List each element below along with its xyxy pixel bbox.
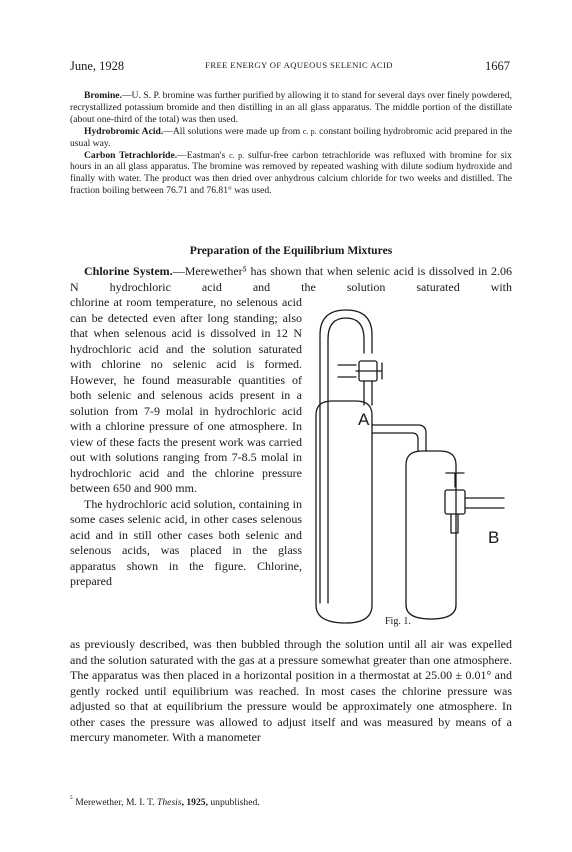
stopcock-b-barrel [445,490,465,514]
stopcock-b-side-tube [465,498,504,508]
apparatus-drawing [308,305,518,635]
bromine-label: Bromine. [84,90,122,101]
vessel-a-outline [316,401,372,623]
header-running-title: FREE ENERGY OF AQUEOUS SELENIC ACID [205,60,393,70]
narrow-column [70,295,302,590]
apparatus-paragraph-end: as previously described, was then bubbled through the solution until all air was expelled and the solution saturated with the gas at a pressure somewhat greater than one atmosphere. The apparatus was then placed in a horizontal position in a thermostat at 25.00 ± 0.01° and gently rocked until equilibrium was reached. In most cases the chlorine pressure was adjusted so that at equilibrium the pressure would be approximately one atmosphere. In other cases the pressure was allowed to adjust itself and was measured by means of a mercury manometer. With a manometer [70,637,512,744]
body-bottom-paragraph [70,637,512,746]
apparatus-paragraph-start: The hydrochloric acid solution, containing in some cases selenic acid, in other cases selenous acid and in still other cases both selenic and selenous acids, was placed in the glass apparatus shown in the figure. Chlorine, prepared [70,496,302,588]
chlorine-paragraph-narrow: chlorine at room temperature, no selenous acid can be detected even after long standing; also that when selenous acid is dissolved in 12 N hydrochloric acid and the solution saturated with chlorine no selenic acid is formed. However, he found measurable quantities of both selenic and selenous acids present in a solution from 7-9 molal in hydrochloric acid with a chlorine pressure of one atmosphere. In view of these facts the present work was carried out with solutions ranging from 7-8.5 molal in hydrochloric acid and the chlorine pressure between 650 and 900 mm. [70,295,302,495]
hbr-cp: c. p. [302,126,317,136]
section-title: Preparation of the Equilibrium Mixtures [189,244,393,257]
chlorine-text-top: —Merewether⁵ has shown that when selenic acid is dissolved in 2.06 N hydrochloric acid and the solution saturated with [70,264,512,294]
label-a: A [358,410,370,429]
footnote-work: Thesis [157,797,182,809]
figure-caption: Fig. 1. [385,616,411,627]
footnote-note: unpublished. [207,797,260,809]
tube-inner-path [328,318,364,603]
ccl4-text-2: sulfur-free carbon tetrachloride was refluxed with bromine for six hours in an all glass apparatus. The bromine was removed by repeated washing with dilute sodium hydroxide and finally with water. The product was then dried over anhydrous calcium chloride for two weeks and distilled. The fraction boiling between 76.71 and 76.81° was used. [70,149,512,197]
hbr-text-2: constant boiling hydrobromic acid prepared in the usual way. [70,125,512,149]
bromine-paragraph [70,90,512,126]
header-date: June, 1928 [70,59,125,73]
footnote-author: Merewether, M. I. T. [72,797,158,809]
connecting-tube [372,425,426,451]
apparatus-figure [308,305,518,635]
chlorine-paragraph-start [70,264,512,295]
bromine-text: —U. S. P. bromine was further purified by allowing it to stand for several days over finely powdered, recrystallized potassium bromide and then distilling in an all glass apparatus. The middle portion of the distillate (about one-third of the total) was then used. [70,90,512,125]
materials-section [70,90,512,197]
running-header [70,59,510,75]
ccl4-label: Carbon Tetrachloride. [84,149,178,161]
stopcock-b-handle [446,473,464,487]
ccl4-paragraph [70,150,512,198]
stopcock-a-side-tube [338,365,356,377]
label-b: B [488,528,500,547]
footnote-marker: ⁵ [70,794,73,803]
hbr-label: Hydrobromic Acid. [84,125,164,137]
stopcock-a-handle [356,363,382,379]
tube-below-stopcock-a [364,381,372,405]
chlorine-label: Chlorine System. [84,264,173,278]
header-page-number: 1667 [485,59,510,73]
ccl4-text-1: —Eastman's [177,149,230,161]
stopcock-b-tip [451,514,458,533]
hbr-text-1: —All solutions were made up from [163,125,303,137]
footnote-year: , 1925, [181,797,208,809]
footnote [70,793,512,809]
body-top-paragraph [70,264,512,295]
ccl4-cp: c. p. [229,150,245,160]
hbr-paragraph [70,126,512,150]
vessel-b-outline [406,451,456,619]
